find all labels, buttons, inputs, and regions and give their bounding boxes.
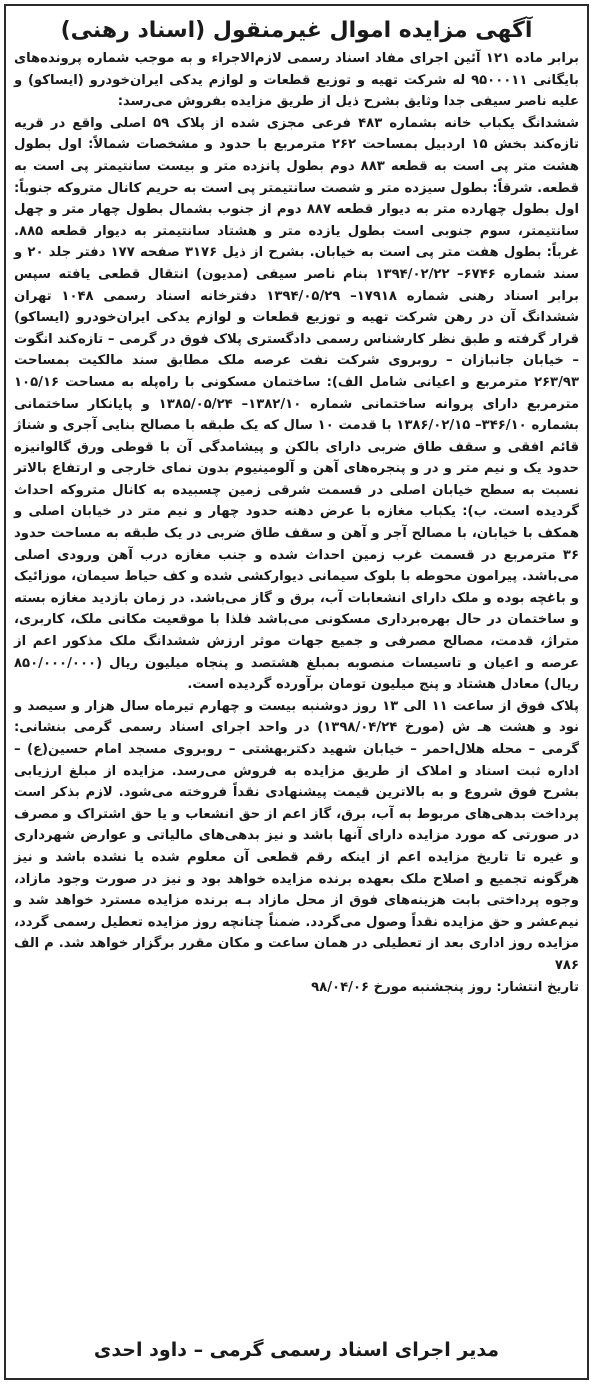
notice-paragraph-auction: پلاک فوق از ساعت ۱۱ الی ۱۳ روز دوشنبه بیست و چهارم تیرماه سال هزار و سیصد و نود و هشت هـ ش (مورخ ۱۳۹۸/۰۴/۲۴) در واحد اجرای اسناد رسمی گرمی بنشانی: گرمی – محله هلال‌احمر – خیابان شهید دکتربهشتی – روبروی مسجد امام حسین(ع) – اداره ثبت اسناد و املاک از طریق مزایده به فروش می‌رسد. مزایده از مبلغ ارزیابی بشرح فوق شروع و به بالاترین قیمت پیشنهادی نقداً فروخته می‌شود. لازم بذکر است پرداخت بدهی‌های مربوط به آب، برق، گاز اعم از حق انشعاب و یا حق اشتراک و مصرف در صورتی که مورد مزایده دارای آنها باشد و نیز بدهی‌های مالیاتی و عوارض شهرداری و غیره تا تاریخ مزایده اعم از اینکه رقم قطعی آن معلوم شده یا نشده باشد و نیز هرگونه تجمیع و اصلاح ملک بعهده برنده مزایده خواهد بود و نیز در صورت وجود مازاد، وجوه پرداختی بابت هزینه‌های فوق از محل مازاد بـه برنده مزایده مسترد خواهد شد و نیم‌عشر و حق مزایده نقداً وصول می‌گردد. ضمناً چنانچه روز مزایده تعطیل رسمی گردد، مزایده روز اداری بعد از تعطیلی در همان ساعت و مکان مقرر برگزار خواهد شد. م الف ۷۸۶ (14, 698, 579, 973)
notice-paragraph-intro: برابر ماده ۱۲۱ آئین اجرای مفاد اسناد رسمی لازم‌الاجراء و به موجب شماره پرونده‌های بایگانی ۹۵۰۰۰۱۱ له شرکت تهیه و توزیع قطعات و لوازم یدکی ایران‌خودرو (ایساکو) و علیه ناصر سیفی جدا وثایق بشرح ذیل از طریق مزایده بفروش می‌رسد: (14, 51, 579, 110)
notice-publication-date: تاریخ انتشار: روز پنجشنبه مورخ ۹۸/۰۴/۰۶ (311, 979, 579, 995)
notice-paragraph-property: ششدانگ یکباب خانه بشماره ۴۸۳ فرعی مجزی شده از پلاک ۵۹ اصلی واقع در قریه تازه‌کند بخش ۱۵ اردبیل بمساحت ۲۶۲ مترمربع با حدود و مشخصات شمالاً: اول بطول هشت متر پی است به قطعه ۸۸۳ دوم بطول پانزده متر و بیست سانتیمتر پی است به قطعه. شرقاً: بطول سیزده متر و شصت سانتیمتر پی است به حریم کانال متروکه جنوباً: اول بطول چهارده متر به دیوار قطعه ۸۸۷ دوم از جنوب بشمال بطول چهار متر و چهل سانتیمتر، سوم جنوبی است بطول یازده متر و هشتاد سانتیمتر به دیوار قطعه ۸۸۵. غرباً: بطول هفت متر پی است به خیابان. بشرح از ذیل ۳۱۷۶ صفحه ۱۷۷ دفتر جلد ۲۰ و سند شماره ۶۷۴۶– ۱۳۹۴/۰۲/۲۲ بنام ناصر سیفی (مدیون) انتقال قطعی یافته سپس برابر اسناد رهنی شماره ۱۷۹۱۸– ۱۳۹۴/۰۵/۲۹ دفترخانه اسناد رسمی ۱۰۴۸ تهران ششدانگ آن در رهن شرکت تهیه و توزیع قطعات و لوازم یدکی ایران‌خودرو (ایساکو) قرار گرفته و طبق نظر کارشناس رسمی دادگستری پلاک فوق در گرمی – تازه‌کند انگوت – خیابان جانبازان – روبروی شرکت نفت عرصه ملک مطابق سند مالکیت بمساحت ۲۶۳/۹۳ مترمربع و اعیانی شامل الف): ساختمان مسکونی با راه‌پله به مساحت ۱۰۵/۱۶ مترمربع دارای پروانه ساختمانی شماره ۱۳۸۲/۱۰– ۱۳۸۵/۰۵/۲۴ و پایانکار ساختمانی بشماره ۳۴۶/۱۰– ۱۳۸۶/۰۲/۱۵ با قدمت ۱۰ سال که یک طبقه با مصالح بنایی آجری و شناژ قائم افقی و سقف طاق ضربی دارای بالکن و پیشامدگی آن با قوطی ورق گالوانیزه حدود یک و نیم متر و در و پنجره‌های آهن و آلومینیوم بدون نمای خارجی و ارتفاع بالاتر نسبت به سطح خیابان اصلی در قسمت شرقی زمین چسبیده به کانال متروکه احداث گردیده است. ب): یکباب مغازه با عرض دهنه حدود چهار و نیم متر در خیابان اصلی و همکف با خیابان، با مصالح آجر و آهن و سقف طاق ضربی در یک طبقه به مساحت حدود ۳۶ مترمربع در قسمت غرب زمین احداث شده و جنب مغازه درب آهن ورودی اصلی می‌باشد. پیرامون محوطه با بلوک سیمانی دیوارکشی شده و کف حیاط سیمان، موزائیک و باغچه بوده و ملک دارای انشعابات آب، برق و گاز می‌باشد. در زمان بازدید مغازه بسته و ساختمان در حال بهره‌برداری مسکونی می‌باشد فلذا با موقعیت مکانی ملک، کاربری، متراژ، قدمت، مصالح مصرفی و جمیع جهات موثر ارزش ششدانگ ملک مذکور اعم از عرصه و اعیان و تاسیسات منصوبه بمبلغ هشتصد و پنجاه میلیون ریال (۸۵۰/۰۰۰/۰۰۰ ریال) معادل هشتاد و پنج میلیون تومان برآورده گردیده است. (14, 115, 580, 693)
notice-body (14, 48, 579, 998)
notice-title: آگهی مزایده اموال غیرمنقول (اسناد رهنی) (60, 18, 533, 43)
notice-frame (4, 4, 589, 1380)
notice-signature: مدیر اجرای اسناد رسمی گرمی – داود احدی (93, 1339, 500, 1361)
